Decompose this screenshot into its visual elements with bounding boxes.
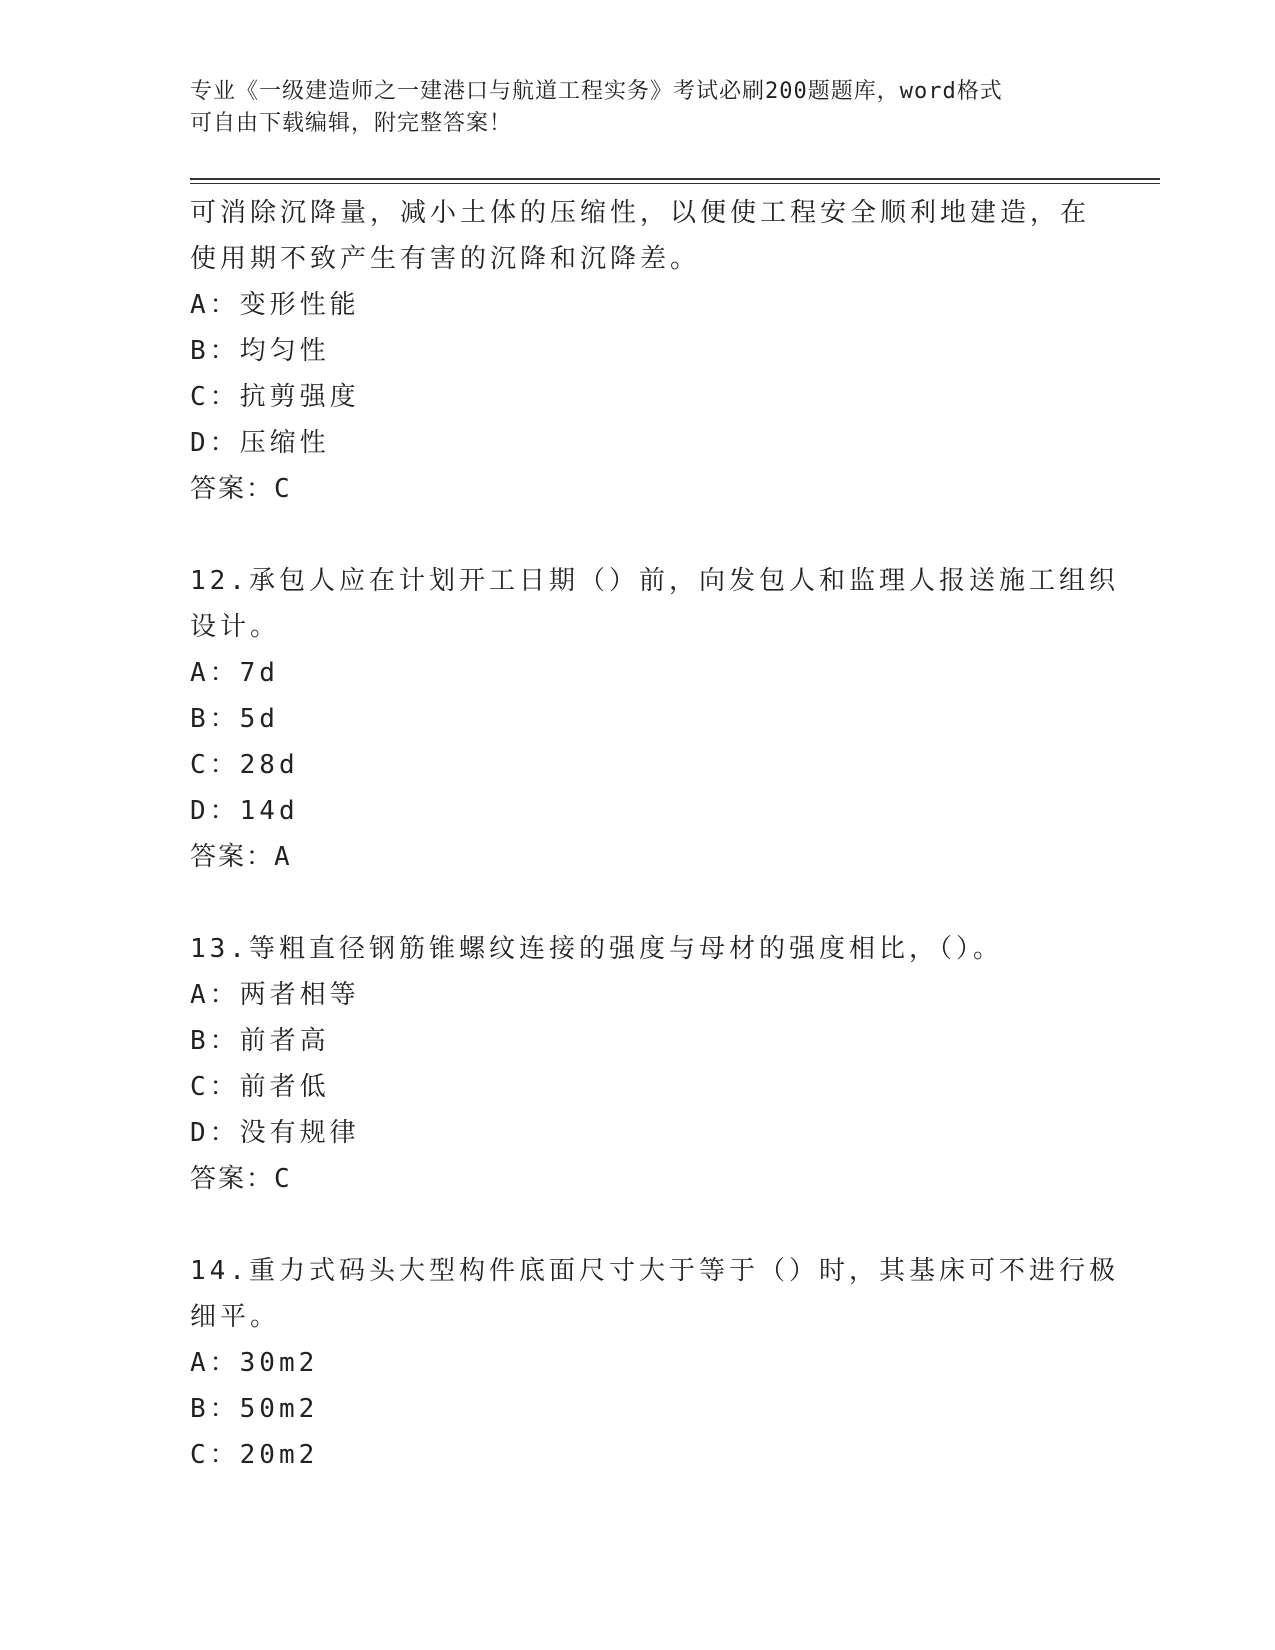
option-b: B：前者高 — [190, 1026, 330, 1056]
question-block-13 — [190, 926, 1090, 1202]
answer-line: 答案：C — [190, 1164, 292, 1194]
question-content — [190, 190, 1119, 1478]
answer-line: 答案：A — [190, 842, 292, 872]
option-c: C：20m2 — [190, 1440, 319, 1470]
question-stem-line: 细平。 — [190, 1302, 281, 1332]
option-d: D：没有规律 — [190, 1118, 360, 1148]
option-b: B：50m2 — [190, 1394, 319, 1424]
option-c: C：28d — [190, 750, 299, 780]
option-a: A：变形性能 — [190, 290, 360, 320]
question-block-continued — [190, 190, 1090, 512]
header-title-line-2: 可自由下载编辑，附完整答案！ — [190, 111, 513, 136]
option-d: D：压缩性 — [190, 428, 330, 458]
option-b: B：5d — [190, 704, 279, 734]
spacer — [190, 880, 1090, 926]
option-a: A：30m2 — [190, 1348, 319, 1378]
answer-line: 答案：C — [190, 474, 292, 504]
option-c: C：前者低 — [190, 1072, 330, 1102]
question-stem-line: 使用期不致产生有害的沉降和沉降差。 — [190, 244, 701, 274]
header-divider-thin — [190, 183, 1160, 184]
spacer — [190, 1202, 1090, 1248]
question-stem-line: 12.承包人应在计划开工日期（）前，向发包人和监理人报送施工组织 — [190, 566, 1119, 596]
option-d: D：14d — [190, 796, 299, 826]
question-stem-line: 14.重力式码头大型构件底面尺寸大于等于（）时，其基床可不进行极 — [190, 1256, 1119, 1286]
header-title-line-1: 专业《一级建造师之一建港口与航道工程实务》考试必刷200题题库，word格式 — [190, 79, 1003, 104]
header-divider-thick — [190, 178, 1160, 180]
option-b: B：均匀性 — [190, 336, 330, 366]
question-block-12 — [190, 558, 1119, 880]
document-header — [190, 76, 1070, 140]
option-a: A：7d — [190, 658, 279, 688]
option-c: C：抗剪强度 — [190, 382, 360, 412]
question-stem-line: 13.等粗直径钢筋锥螺纹连接的强度与母材的强度相比，（）。 — [190, 934, 1003, 964]
question-stem-line: 设计。 — [190, 612, 281, 642]
question-block-14 — [190, 1248, 1119, 1478]
question-stem-line: 可消除沉降量，减小土体的压缩性，以便使工程安全顺利地建造，在 — [190, 198, 1091, 228]
option-a: A：两者相等 — [190, 980, 360, 1010]
spacer — [190, 512, 1090, 558]
